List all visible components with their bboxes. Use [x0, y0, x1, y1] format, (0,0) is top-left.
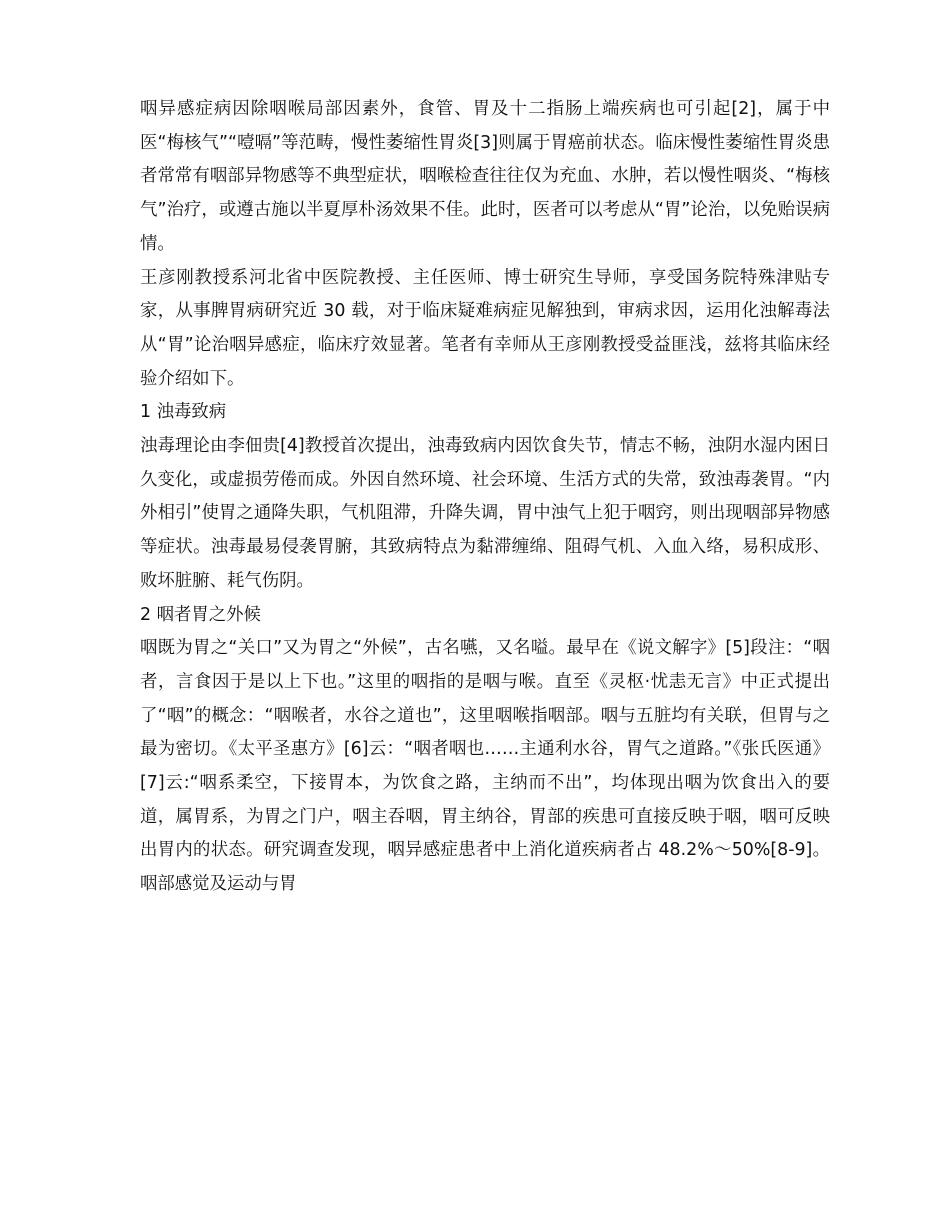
paragraph-throat-stomach: 咽既为胃之“关口”又为胃之“外候”，古名嚥，又名嗌。最早在《说文解字》[5]段注：“咽者，言食因于是以上下也。”这里的咽指的是咽与喉。直至《灵枢·忧恚无言》中正式提出了“咽”的概念：“咽喉者，水谷之道也”，这里咽喉指咽部。咽与五脏均有关联，但胃与之最为密切。《太平圣惠方》[6]云：“咽者咽也……主通利水谷，胃气之道路。”《张氏医通》[7]云:“咽系柔空，下接胃本，为饮食之路，主纳而不出”，均体现出咽为饮食出入的要道，属胃系，为胃之门户，咽主吞咽，胃主纳谷，胃部的疾患可直接反映于咽，咽可反映出胃内的状态。研究调查发现，咽异感症患者中上消化道疾病者占 48.2%～50%[8-9]。咽部感觉及运动与胃 — [140, 638, 830, 895]
paragraph-turbid-toxin: 浊毒理论由李佃贵[4]教授首次提出，浊毒致病内因饮食失节，情志不畅，浊阴水湿内困日久变化，或虚损劳倦而成。外因自然环境、社会环境、生活方式的失常，致浊毒袭胃。“内外相引”使胃之通降失职，气机阻滞，升降失调，胃中浊气上犯于咽窍，则出现咽部异物感等症状。浊毒最易侵袭胃腑，其致病特点为黏滞缠绵、阻碍气机、入血入络，易积成形、败坏脏腑、耗气伤阴。 — [140, 436, 830, 591]
document-page — [140, 93, 830, 902]
paragraph-intro: 咽异感症病因除咽喉局部因素外，食管、胃及十二指肠上端疾病也可引起[2]，属于中医“梅核气”“噎嗝”等范畴，慢性萎缩性胃炎[3]则属于胃癌前状态。临床慢性萎缩性胃炎患者常常有咽部异物感等不典型症状，咽喉检查往往仅为充血、水肿，若以慢性咽炎、“梅核气”治疗，或遵古施以半夏厚朴汤效果不佳。此时，医者可以考虑从“胃”论治，以免贻误病情。 — [140, 99, 830, 254]
paragraph-professor-bio: 王彦刚教授系河北省中医院教授、主任医师、博士研究生导师，享受国务院特殊津贴专家，从事脾胃病研究近 30 载，对于临床疑难病症见解独到，审病求因，运用化浊解毒法从“胃”论治咽异感症，临床疗效显著。笔者有幸师从王彦刚教授受益匪浅，兹将其临床经验介绍如下。 — [140, 267, 830, 389]
section-heading-2: 2 咽者胃之外候 — [140, 604, 261, 625]
section-heading-1: 1 浊毒致病 — [140, 402, 227, 423]
